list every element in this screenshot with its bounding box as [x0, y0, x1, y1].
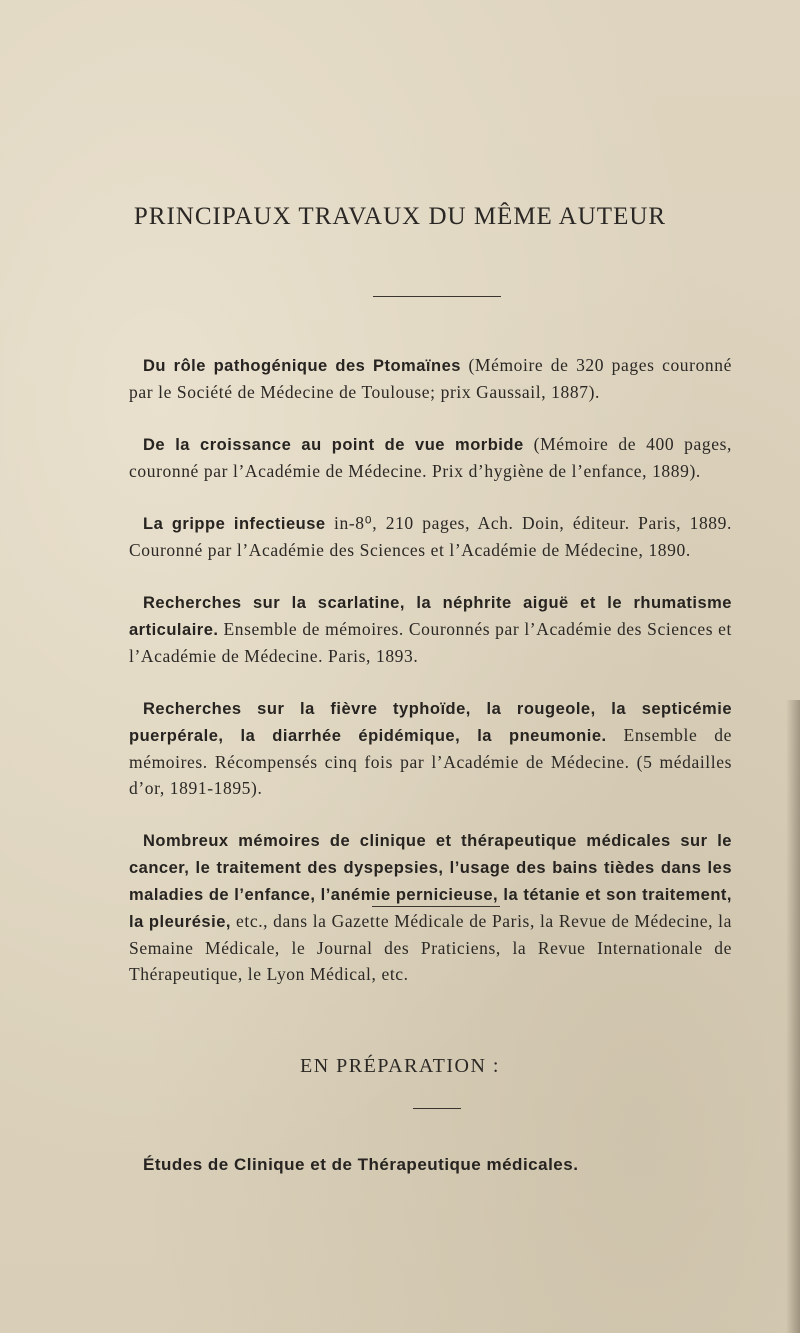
- work-entry: [129, 431, 732, 484]
- work-title: Du rôle pathogénique des Ptomaïnes: [143, 357, 461, 375]
- page-edge-shadow: [786, 700, 800, 1333]
- title-divider: [373, 296, 501, 297]
- work-details: in-8⁰, 210 pages, Ach. Doin, éditeur. Paris, 1889. Couronné par l’Académie des Sciences et l’Académie de Médecine, 1890.: [129, 513, 732, 560]
- section-divider: [372, 906, 500, 907]
- work-entry: [129, 510, 732, 563]
- work-details: (Mémoire de 320 pages couronné par le Société de Médecine de Toulouse; prix Gaussail, 1887).: [129, 355, 732, 402]
- heading-divider: [413, 1108, 461, 1109]
- work-entry: [129, 827, 732, 987]
- work-title: De la croissance au point de vue morbide: [143, 436, 524, 454]
- work-entry: [129, 352, 732, 405]
- work-details: Ensemble de mémoires. Couronnés par l’Académie des Sciences et l’Académie de Médecine. Paris, 1893.: [129, 619, 732, 666]
- page-title: PRINCIPAUX TRAVAUX DU MÊME AUTEUR: [133, 203, 667, 230]
- work-title: Recherches sur la fièvre typhoïde, la rougeole, la septicémie puerpérale, la diarrhée épidémique, la pneumonie.: [129, 700, 732, 745]
- work-title: La grippe infectieuse: [143, 515, 326, 533]
- work-entry: [129, 589, 732, 669]
- work-title: Recherches sur la scarlatine, la néphrite aiguë et le rhumatisme articulaire.: [129, 594, 732, 639]
- work-details: (Mémoire de 400 pages, couronné par l’Académie de Médecine. Prix d’hygiène de l’enfance, 1889).: [129, 434, 732, 481]
- in-preparation-item: Études de Clinique et de Thérapeutique médicales.: [143, 1155, 579, 1174]
- work-title: Nombreux mémoires de clinique et thérapeutique médicales sur le cancer, le traitement des dyspepsies, l’usage des bains tièdes dans les maladies de l’enfance, l’anémie pernicieuse, la tétanie et son traitement, la pleurésie,: [129, 832, 732, 931]
- work-details: etc., dans la Gazette Médicale de Paris, la Revue de Médecine, la Semaine Médicale, le Journal des Praticiens, la Revue Internationale de Thérapeutique, le Lyon Médical, etc.: [129, 911, 732, 984]
- works-list: [129, 352, 732, 1013]
- section-heading: EN PRÉPARATION :: [300, 1055, 500, 1077]
- work-entry: [129, 695, 732, 801]
- work-details: Ensemble de mémoires. Récompensés cinq fois par l’Académie de Médecine. (5 médailles d’or, 1891-1895).: [129, 725, 732, 798]
